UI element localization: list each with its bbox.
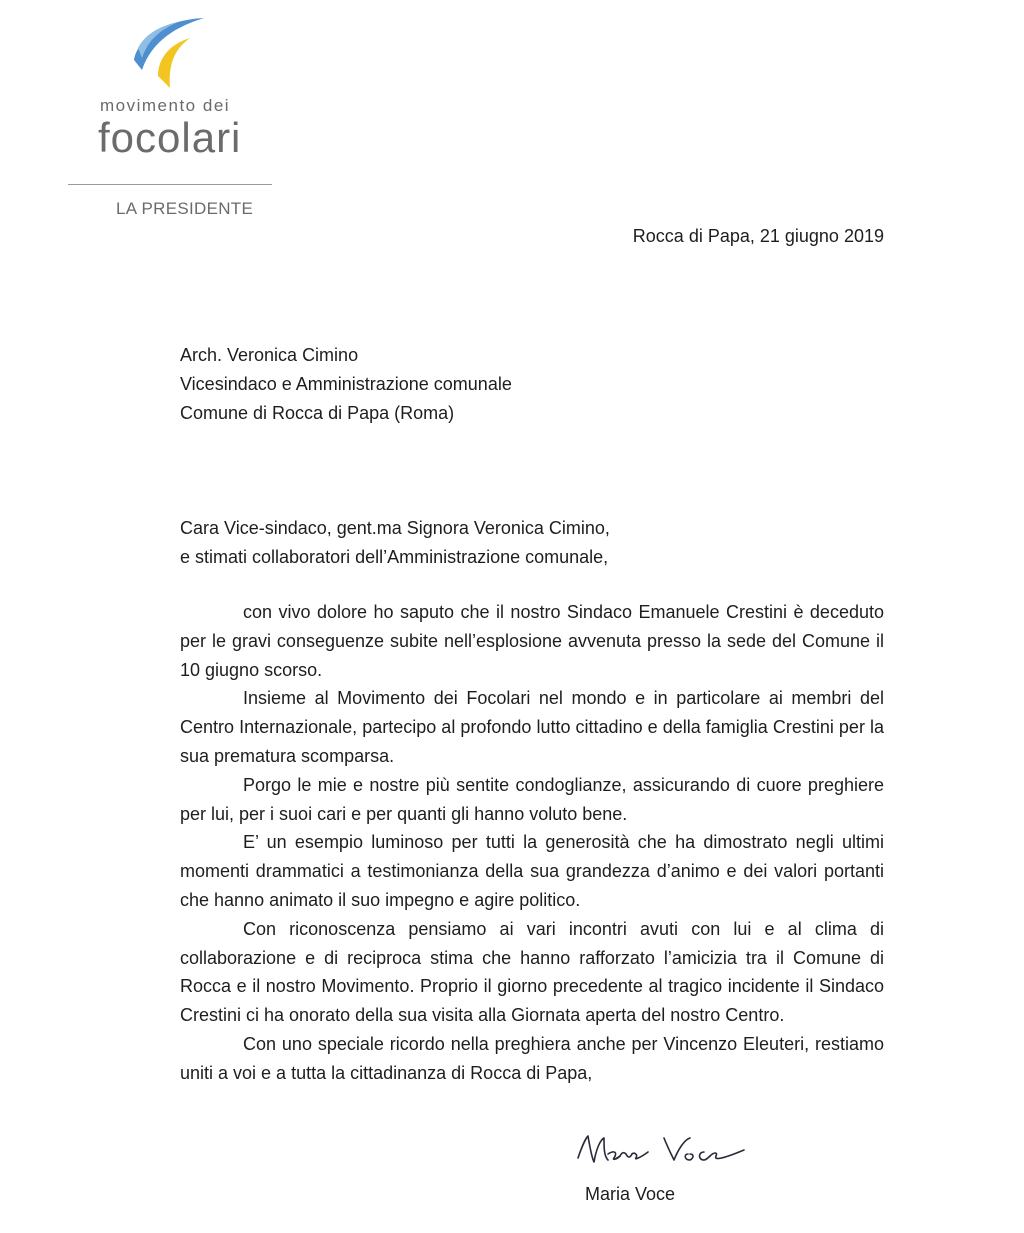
body-paragraph: con vivo dolore ho saputo che il nostro Sindaco Emanuele Crestini è deceduto per le gravi conseguenze subite nell’esplosione avvenuta presso la sede del Comune il 10 giugno scorso. xyxy=(180,602,884,680)
body-paragraph: Insieme al Movimento dei Focolari nel mondo e in particolare ai membri del Centro Internazionale, partecipo al profondo lutto cittadino e della famiglia Crestini per la sua prematura scomparsa. xyxy=(180,688,884,766)
salutation-block xyxy=(180,514,610,572)
letterhead-divider xyxy=(68,184,272,185)
recipient-line: Vicesindaco e Amministrazione comunale xyxy=(180,374,512,394)
handwritten-signature xyxy=(568,1124,748,1176)
body-paragraph: Porgo le mie e nostre più sentite condoglianze, assicurando di cuore preghiere per lui, per i suoi cari e per quanti gli hanno voluto bene. xyxy=(180,774,884,824)
body-paragraph: E’ un esempio luminoso per tutti la generosità che ha dimostrato negli ultimi momenti drammatici a testimonianza della sua grandezza d’animo e dei valori portanti che hanno animato il suo impegno e agire politico. xyxy=(180,832,884,910)
body-paragraph: Con riconoscenza pensiamo ai vari incontri avuti con lui e al clima di collaborazione e di reciproca stima che hanno rafforzato l’amicizia tra il Comune di Rocca e il nostro Movimento. Proprio il giorno precedente al tragico incidente il Sindaco Crestini ci ha onorato della sua visita alla Giornata aperta del nostro Centro. xyxy=(180,918,884,1026)
recipient-line: Comune di Rocca di Papa (Roma) xyxy=(180,403,455,423)
signer-name: Maria Voce xyxy=(585,1184,676,1204)
letter-body xyxy=(180,598,884,1088)
salutation-line: Cara Vice-sindaco, gent.ma Signora Veronica Cimino, xyxy=(180,518,610,538)
letter-date: Rocca di Papa, 21 giugno 2019 xyxy=(632,226,884,246)
salutation-line: e stimati collaboratori dell’Amministrazione comunale, xyxy=(180,547,609,567)
focolari-logo-icon xyxy=(128,14,208,90)
sender-role: LA PRESIDENTE xyxy=(116,199,254,218)
org-name-line2: focolari xyxy=(98,114,242,161)
recipient-block xyxy=(180,341,512,428)
org-name-line1: movimento dei xyxy=(100,96,231,115)
body-paragraph: Con uno speciale ricordo nella preghiera anche per Vincenzo Eleuteri, restiamo uniti a voi e a tutta la cittadinanza di Rocca di Papa, xyxy=(180,1033,884,1083)
recipient-line: Arch. Veronica Cimino xyxy=(180,345,359,365)
